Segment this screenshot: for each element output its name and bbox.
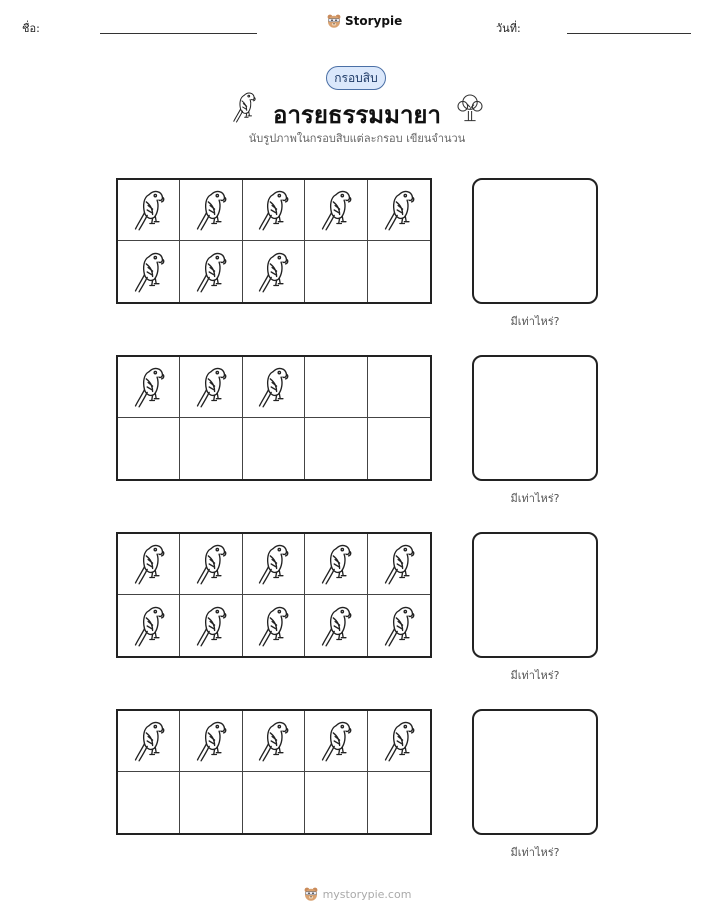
parrot-icon <box>193 603 229 649</box>
name-label: ชื่อ: <box>22 22 40 35</box>
parrot-icon <box>131 603 167 649</box>
page-title: อารยธรรมมายา <box>273 101 441 129</box>
bear-mascot-icon <box>326 13 342 29</box>
frame-cell <box>243 180 305 241</box>
parrot-icon <box>131 718 167 764</box>
frame-cell <box>180 711 242 772</box>
parrot-icon <box>318 541 354 587</box>
how-many-label-2: มีเท่าไหร่? <box>510 492 560 505</box>
frame-cell <box>180 595 242 656</box>
parrot-icon <box>318 603 354 649</box>
instructions: นับรูปภาพในกรอบสิบแต่ละกรอบ เขียนจำนวน <box>248 132 466 145</box>
ten-frame-3 <box>116 532 432 658</box>
frame-cell <box>243 772 305 833</box>
frame-cell <box>118 180 180 241</box>
frame-cell <box>368 772 430 833</box>
frame-cell <box>243 357 305 418</box>
parrot-icon <box>193 541 229 587</box>
answer-box-1[interactable] <box>472 178 598 304</box>
frame-cell <box>180 241 242 302</box>
parrot-icon <box>255 249 291 295</box>
parrot-icon <box>318 718 354 764</box>
date-label: วันที่: <box>496 22 521 35</box>
answer-box-3[interactable] <box>472 532 598 658</box>
ten-frame-1 <box>116 178 432 304</box>
frame-cell <box>305 711 367 772</box>
how-many-label-4: มีเท่าไหร่? <box>510 846 560 859</box>
frame-cell <box>243 711 305 772</box>
parrot-icon <box>193 718 229 764</box>
parrot-icon <box>131 187 167 233</box>
frame-cell <box>368 418 430 479</box>
parrot-icon <box>193 249 229 295</box>
tree-icon <box>454 91 486 123</box>
frame-cell <box>118 357 180 418</box>
frame-cell <box>243 595 305 656</box>
parrot-icon <box>131 541 167 587</box>
frame-cell <box>180 772 242 833</box>
how-many-label-1: มีเท่าไหร่? <box>510 315 560 328</box>
frame-cell <box>118 418 180 479</box>
frame-cell <box>305 418 367 479</box>
answer-box-2[interactable] <box>472 355 598 481</box>
parrot-icon <box>193 187 229 233</box>
parrot-icon <box>255 187 291 233</box>
frame-cell <box>118 534 180 595</box>
parrot-icon <box>255 541 291 587</box>
parrot-icon <box>193 364 229 410</box>
frame-cell <box>180 418 242 479</box>
parrot-icon <box>255 718 291 764</box>
parrot-icon <box>381 541 417 587</box>
parrot-icon <box>131 249 167 295</box>
frame-cell <box>118 241 180 302</box>
parrot-icon <box>255 364 291 410</box>
frame-cell <box>118 711 180 772</box>
frame-cell <box>368 357 430 418</box>
answer-box-4[interactable] <box>472 709 598 835</box>
parrot-icon <box>318 187 354 233</box>
frame-cell <box>243 534 305 595</box>
frame-cell <box>118 595 180 656</box>
parrot-icon <box>381 187 417 233</box>
ten-frame-4 <box>116 709 432 835</box>
frame-cell <box>305 772 367 833</box>
frame-cell <box>305 534 367 595</box>
parrot-icon <box>381 718 417 764</box>
frame-cell <box>180 534 242 595</box>
date-field[interactable] <box>567 33 691 34</box>
how-many-label-3: มีเท่าไหร่? <box>510 669 560 682</box>
frame-cell <box>305 241 367 302</box>
frame-cell <box>305 595 367 656</box>
frame-cell <box>243 241 305 302</box>
frame-cell <box>368 595 430 656</box>
parrot-icon <box>131 364 167 410</box>
frame-cell <box>180 180 242 241</box>
name-field[interactable] <box>100 33 257 34</box>
category-tag: กรอบสิบ <box>326 66 386 90</box>
bear-mascot-icon <box>303 886 319 902</box>
frame-cell <box>180 357 242 418</box>
parrot-icon <box>255 603 291 649</box>
frame-cell <box>368 241 430 302</box>
footer-site: mystorypie.com <box>322 887 412 901</box>
frame-cell <box>243 418 305 479</box>
frame-cell <box>305 180 367 241</box>
frame-cell <box>368 534 430 595</box>
ten-frame-2 <box>116 355 432 481</box>
frame-cell <box>368 711 430 772</box>
frame-cell <box>305 357 367 418</box>
brand-name: Storypie <box>345 14 403 28</box>
frame-cell <box>368 180 430 241</box>
footer <box>0 886 714 902</box>
parrot-icon <box>381 603 417 649</box>
frame-cell <box>118 772 180 833</box>
brand-logo <box>326 13 402 29</box>
